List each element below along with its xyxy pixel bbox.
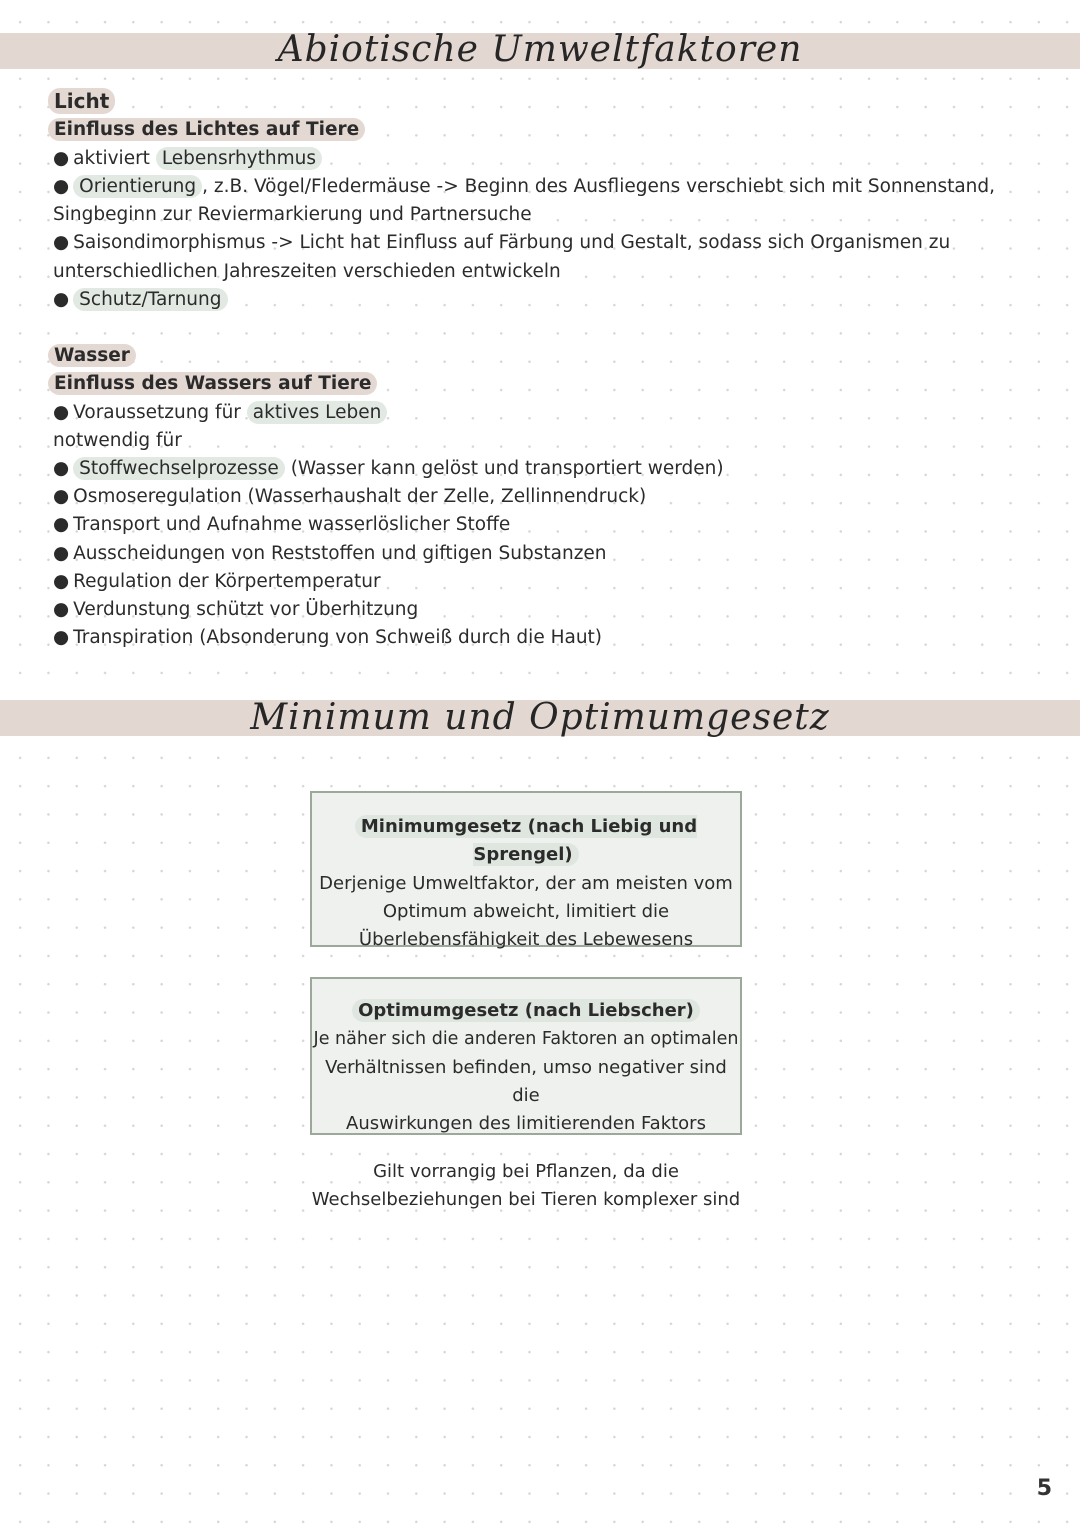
section-title-gesetze: Minimum und Optimumgesetz <box>250 697 830 738</box>
list-item <box>53 483 646 511</box>
bullet-icon: ● <box>53 232 70 253</box>
bullet-icon: ● <box>53 599 70 620</box>
page-number: 5 <box>1036 1476 1052 1501</box>
box-text-line: Optimum abweicht, limitiert die <box>382 900 670 922</box>
bullet-icon: ● <box>53 543 70 564</box>
box-title-text: Optimumgesetz (nach Liebscher) <box>352 999 700 1022</box>
list-item <box>53 540 607 568</box>
list-item <box>53 229 950 257</box>
list-item <box>53 145 322 173</box>
note-line: Gilt vorrangig bei Pflanzen, da die <box>373 1161 679 1182</box>
text: Saisondimorphismus -> Licht hat Einfluss auf Färbung und Gestalt, sodass sich Organismen zu <box>73 232 951 253</box>
box-text-line: Derjenige Umweltfaktor, der am meisten vom <box>319 872 733 894</box>
bullet-icon: ● <box>53 486 70 507</box>
list-item <box>53 455 724 483</box>
list-item-continuation: Singbeginn zur Reviermarkierung und Partnersuche <box>53 204 532 225</box>
box-text-line: Überlebensfähigkeit des Lebewesens <box>358 929 694 951</box>
wasser-subtitle-text: Einfluss des Wassers auf Tiere <box>48 372 377 395</box>
bullet-icon: ● <box>53 289 70 310</box>
list-item <box>53 624 602 652</box>
list-item <box>53 511 510 539</box>
text: Regulation der Körpertemperatur <box>73 571 381 592</box>
bullet-icon: ● <box>53 571 70 592</box>
box-title <box>312 813 740 870</box>
section-title-wasser <box>53 342 136 370</box>
text-line: notwendig für <box>53 430 182 451</box>
optimumgesetz-box <box>310 977 742 1135</box>
bullet-icon: ● <box>53 627 70 648</box>
section-title-licht <box>53 87 115 115</box>
section-subtitle-wasser <box>53 370 377 398</box>
text: Verdunstung schützt vor Überhitzung <box>73 599 419 620</box>
list-item <box>53 399 387 427</box>
highlight-text: Lebensrhythmus <box>156 147 322 170</box>
licht-subtitle-text: Einfluss des Lichtes auf Tiere <box>48 118 365 141</box>
text: , z.B. Vögel/Fledermäuse -> Beginn des Ausfliegens verschiebt sich mit Sonnenstand, <box>202 176 996 197</box>
minimumgesetz-box <box>310 791 742 951</box>
box-title-text: Minimumgesetz (nach Liebig und Sprengel) <box>355 815 697 866</box>
list-item <box>53 596 418 624</box>
bullet-icon: ● <box>53 402 70 423</box>
text: (Wasser kann gelöst und transportiert werden) <box>284 458 724 479</box>
bullet-icon: ● <box>53 176 70 197</box>
note-line: Wechselbeziehungen bei Tieren komplexer sind <box>311 1189 741 1211</box>
list-item-continuation: unterschiedlichen Jahreszeiten verschieden entwickeln <box>53 261 561 282</box>
section-subtitle-licht <box>53 116 365 144</box>
list-item <box>53 568 381 596</box>
wasser-title-text: Wasser <box>48 344 136 367</box>
text: Voraussetzung für <box>73 402 247 423</box>
list-item <box>53 173 995 201</box>
text: Ausscheidungen von Reststoffen und giftigen Substanzen <box>73 543 607 564</box>
box-text-line: Je näher sich die anderen Faktoren an optimalen <box>313 1029 739 1050</box>
bullet-icon: ● <box>53 514 70 535</box>
highlight-text: aktives Leben <box>247 401 388 424</box>
highlight-text: Stoffwechselprozesse <box>73 457 285 480</box>
highlight-text: Orientierung <box>73 175 202 198</box>
text: aktiviert <box>73 148 156 169</box>
page-title: Abiotische Umweltfaktoren <box>277 29 803 70</box>
text: Transpiration (Absonderung von Schweiß durch die Haut) <box>73 627 603 648</box>
note-text <box>310 1158 742 1215</box>
box-text-line: Verhältnissen befinden, umso negativer sind die <box>325 1056 727 1106</box>
box-title <box>312 997 740 1025</box>
licht-title-text: Licht <box>48 88 115 114</box>
text: Osmoseregulation (Wasserhaushalt der Zelle, Zellinnendruck) <box>73 486 647 507</box>
list-item <box>53 286 228 314</box>
box-text-line: Auswirkungen des limitierenden Faktors <box>346 1113 706 1135</box>
highlight-text: Schutz/Tarnung <box>73 288 227 311</box>
bullet-icon: ● <box>53 148 70 169</box>
bullet-icon: ● <box>53 458 70 479</box>
text: Transport und Aufnahme wasserlöslicher Stoffe <box>73 514 511 535</box>
